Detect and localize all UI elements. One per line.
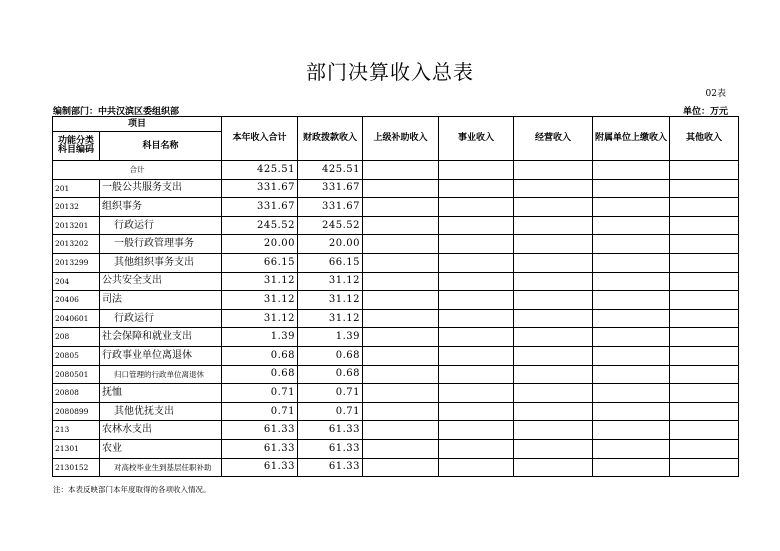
row-total-income: 331.67	[222, 179, 298, 198]
row-code: 20406	[53, 291, 100, 310]
header-project: 项目	[53, 117, 222, 132]
row-code: 204	[53, 272, 100, 291]
row-subject-name: 公共安全支出	[100, 272, 222, 291]
row-total-income: 61.33	[222, 421, 298, 440]
table-row	[53, 309, 739, 328]
row-total-income: 0.71	[222, 384, 298, 403]
department-label: 编制部门：中共汉滨区委组织部	[53, 107, 180, 117]
row-fiscal-income: 66.15	[298, 253, 363, 272]
table-row	[53, 402, 739, 421]
row-fiscal-income: 1.39	[298, 328, 363, 347]
row-fiscal-income: 61.33	[298, 439, 363, 458]
row-fiscal-income: 31.12	[298, 291, 363, 310]
row-fiscal-income: 245.52	[298, 216, 363, 235]
row-code: 2013299	[53, 253, 100, 272]
header-affiliated: 附属单位上缴收入	[593, 117, 670, 161]
row-fiscal-income: 20.00	[298, 235, 363, 254]
row-code: 2080501	[53, 365, 100, 384]
total-label: 合计	[53, 161, 222, 180]
row-total-income: 0.68	[222, 365, 298, 384]
header-subject-name: 科目名称	[100, 132, 222, 161]
table-row	[53, 179, 739, 198]
table-row	[53, 346, 739, 365]
total-row	[53, 161, 739, 180]
row-code: 21301	[53, 439, 100, 458]
table-row	[53, 458, 739, 477]
row-subject-name: 抚恤	[100, 384, 222, 403]
table-row	[53, 272, 739, 291]
row-subject-name: 归口管理的行政单位离退休	[100, 365, 222, 384]
row-fiscal-income: 331.67	[298, 198, 363, 217]
row-fiscal-income: 61.33	[298, 421, 363, 440]
table-row	[53, 198, 739, 217]
row-total-income: 0.71	[222, 402, 298, 421]
row-subject-name: 行政运行	[100, 309, 222, 328]
table-row	[53, 253, 739, 272]
table-row	[53, 328, 739, 347]
row-total-income: 61.33	[222, 458, 298, 477]
row-total-income: 31.12	[222, 272, 298, 291]
row-code: 2013201	[53, 216, 100, 235]
table-row	[53, 216, 739, 235]
row-code: 20805	[53, 346, 100, 365]
row-subject-name: 一般公共服务支出	[100, 179, 222, 198]
row-total-income: 331.67	[222, 198, 298, 217]
table-row	[53, 439, 739, 458]
row-total-income: 245.52	[222, 216, 298, 235]
unit-label: 单位：万元	[682, 107, 728, 117]
row-code: 2040601	[53, 309, 100, 328]
row-code: 2013202	[53, 235, 100, 254]
row-subject-name: 行政事业单位离退休	[100, 346, 222, 365]
row-total-income: 61.33	[222, 439, 298, 458]
form-code: 02表	[705, 89, 726, 99]
total-income-value: 425.51	[222, 161, 298, 180]
row-subject-name: 对高校毕业生到基层任职补助	[100, 458, 222, 477]
footnote: 注：本表反映部门本年度取得的各项收入情况。	[53, 485, 211, 494]
row-subject-name: 组织事务	[100, 198, 222, 217]
row-subject-name: 一般行政管理事务	[100, 235, 222, 254]
table-row	[53, 235, 739, 254]
header-superior: 上级补助收入	[363, 117, 439, 161]
row-fiscal-income: 0.68	[298, 365, 363, 384]
row-total-income: 20.00	[222, 235, 298, 254]
row-fiscal-income: 0.68	[298, 346, 363, 365]
row-code: 201	[53, 179, 100, 198]
row-total-income: 66.15	[222, 253, 298, 272]
row-subject-name: 农林水支出	[100, 421, 222, 440]
row-code: 2130152	[53, 458, 100, 477]
row-code: 208	[53, 328, 100, 347]
header-other: 其他收入	[670, 117, 739, 161]
header-total-income: 本年收入合计	[222, 117, 298, 161]
row-code: 20132	[53, 198, 100, 217]
row-fiscal-income: 331.67	[298, 179, 363, 198]
header-operating: 经营收入	[514, 117, 593, 161]
income-summary-table	[52, 116, 739, 477]
row-subject-name: 其他优抚支出	[100, 402, 222, 421]
row-total-income: 0.68	[222, 346, 298, 365]
header-fiscal: 财政拨款收入	[298, 117, 363, 161]
row-subject-name: 社会保障和就业支出	[100, 328, 222, 347]
row-code: 20808	[53, 384, 100, 403]
row-total-income: 1.39	[222, 328, 298, 347]
table-row	[53, 291, 739, 310]
table-row	[53, 421, 739, 440]
row-fiscal-income: 0.71	[298, 402, 363, 421]
row-subject-name: 其他组织事务支出	[100, 253, 222, 272]
row-fiscal-income: 61.33	[298, 458, 363, 477]
row-subject-name: 农业	[100, 439, 222, 458]
row-fiscal-income: 31.12	[298, 309, 363, 328]
page-title: 部门决算收入总表	[306, 60, 474, 84]
row-subject-name: 行政运行	[100, 216, 222, 235]
row-subject-name: 司法	[100, 291, 222, 310]
header-func-code: 功能分类科目编码	[53, 132, 100, 161]
table-row	[53, 365, 739, 384]
row-fiscal-income: 0.71	[298, 384, 363, 403]
table-row	[53, 384, 739, 403]
row-fiscal-income: 31.12	[298, 272, 363, 291]
row-total-income: 31.12	[222, 309, 298, 328]
row-total-income: 31.12	[222, 291, 298, 310]
row-code: 213	[53, 421, 100, 440]
row-code: 2080899	[53, 402, 100, 421]
total-fiscal-value: 425.51	[298, 161, 363, 180]
header-business: 事业收入	[439, 117, 514, 161]
